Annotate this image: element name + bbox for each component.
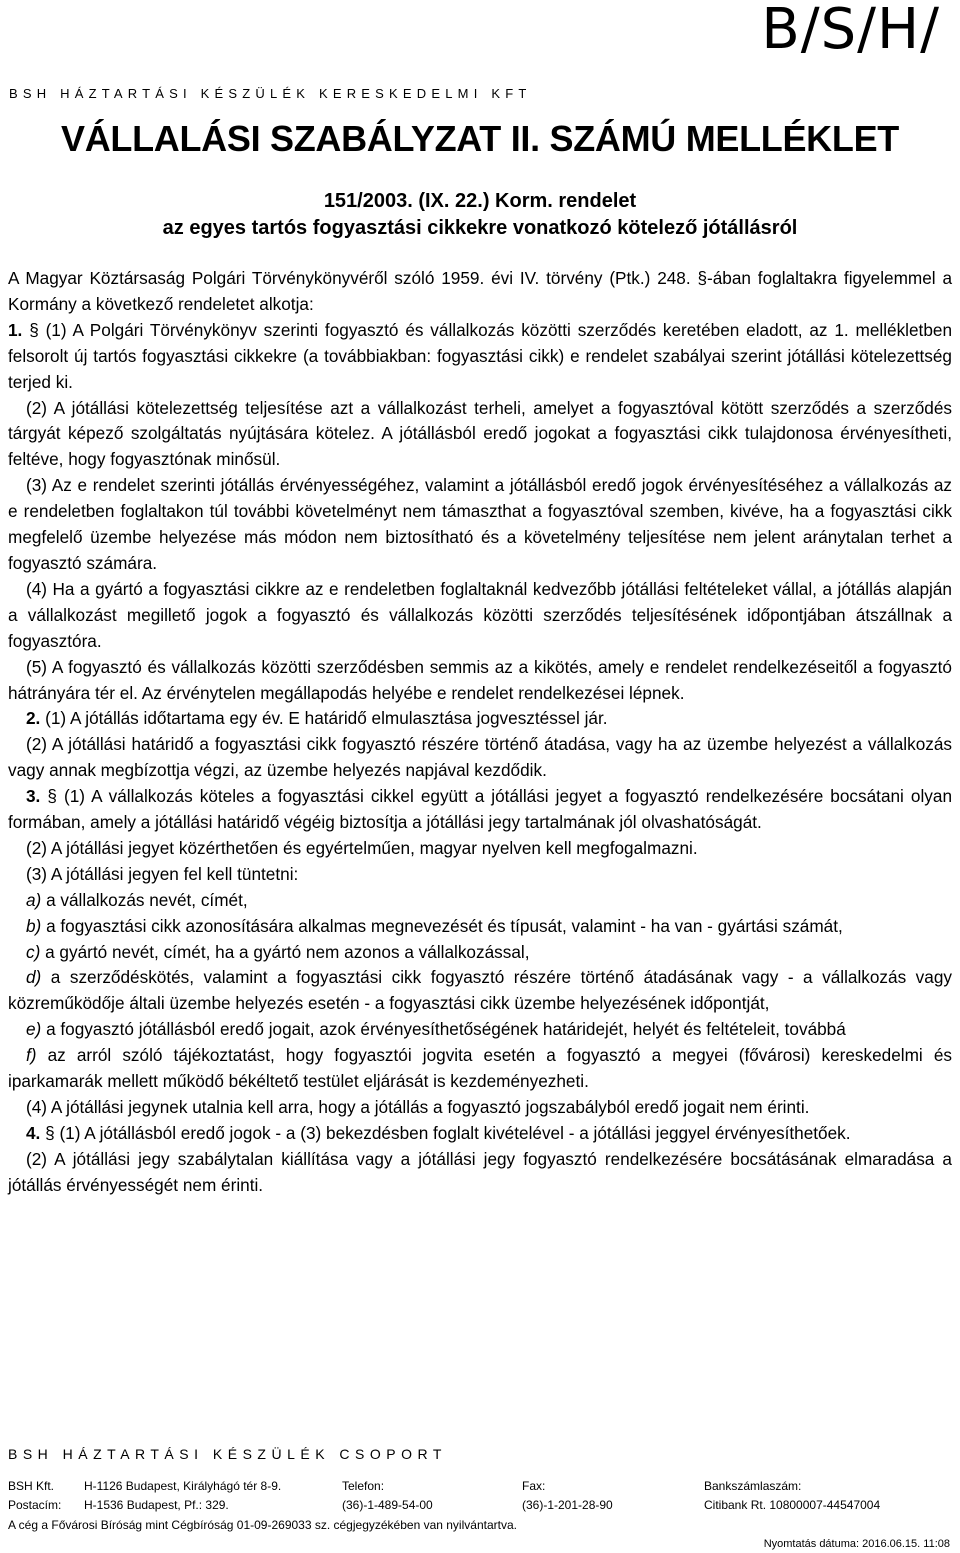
footer-fax-number: (36)-1-201-28-90 — [522, 1498, 613, 1512]
section-1-para-4: (4) Ha a gyártó a fogyasztási cikkre az e rendeletben foglaltaknál kedvezőbb jótállási feltételeket vállal, a jótállás alapján a vállalkozást megillető jogok a fogyasztó és vállalkozás közötti szerződés teljesítésének időpontjában átszállnak a fogyasztóra. — [8, 578, 952, 651]
section-1-para-1 — [8, 318, 952, 396]
footer-bank-account: Citibank Rt. 10800007-44547004 — [704, 1498, 881, 1512]
list-item-d — [8, 965, 952, 1017]
list-text: az arról szóló tájékoztatást, hogy fogyasztói jogvita esetén a fogyasztó a megyei (fővárosi) kereskedelmi és iparkamarák mellett működő békéltető testület eljárását is kezdeményezheti. — [8, 1045, 952, 1092]
section-2-para-1 — [8, 706, 952, 732]
company-name: BSH HÁZTARTÁSI KÉSZÜLÉK KERESKEDELMI KFT — [9, 86, 532, 101]
section-number: 1. — [8, 319, 23, 340]
list-marker: d) — [26, 967, 42, 988]
list-marker: a) — [26, 889, 42, 910]
section-2-para-2: (2) A jótállási határidő a fogyasztási cikk fogyasztó részére történő átadása, vagy ha az üzembe helyezést a vállalkozás vagy annak megbízottja végzi, az üzembe helyezés napjával kezdődik. — [8, 734, 952, 781]
list-marker: f) — [26, 1045, 37, 1066]
footer-registry: A cég a Fővárosi Bíróság mint Cégbíróság 01-09-269033 sz. cégjegyzékében van nyilvántartva. — [8, 1518, 517, 1532]
list-text: a vállalkozás nevét, címét, — [41, 889, 248, 910]
paragraph-text: § (1) A Polgári Törvénykönyv szerinti fogyasztó és vállalkozás közötti szerződés keretében eladott, az 1. mellékletben felsorolt új tartós fogyasztási cikkekre (a továbbiakban: fogyasztási cikk) e rendelet szabályai szerint jótállási kötelezettség terjed ki. — [8, 319, 953, 392]
footer-group-name: BSH HÁZTARTÁSI KÉSZÜLÉK CSOPORT — [8, 1446, 447, 1462]
list-item-f — [8, 1043, 952, 1095]
decree-subject: az egyes tartós fogyasztási cikkekre vonatkozó kötelező jótállásról — [162, 217, 798, 239]
list-text: a fogyasztó jótállásból eredő jogait, azok érvényesíthetőségének határidejét, helyét és feltételeit, továbbá — [41, 1019, 846, 1040]
bsh-logo: B/S/H/ — [761, 0, 940, 62]
decree-number: 151/2003. (IX. 22.) Korm. rendelet — [323, 190, 637, 212]
footer-company-label: BSH Kft. — [8, 1479, 55, 1493]
section-4-para-1 — [8, 1121, 952, 1147]
print-date: Nyomtatás dátuma: 2016.06.15. 11:08 — [763, 1538, 950, 1550]
list-marker: e) — [26, 1019, 42, 1040]
footer-postal-address: H-1536 Budapest, Pf.: 329. — [84, 1498, 229, 1512]
section-1-para-5: (5) A fogyasztó és vállalkozás közötti szerződésben semmis az a kikötés, amely e rendelet rendelkezéseitől a fogyasztó hátrányára tér el. Az érvénytelen megállapodás helyébe e rendelet rendelkezései lépnek. — [8, 656, 952, 703]
section-3-para-2: (2) A jótállási jegyet közérthetően és egyértelműen, magyar nyelven kell megfogalmazni. — [26, 837, 698, 858]
section-1-para-2: (2) A jótállási kötelezettség teljesítése azt a vállalkozást terheli, amelyet a fogyasztóval kötött szerződés a szerződés tárgyát képező szolgáltatás nyújtására kötelez. A jótállásból eredő jogokat a fogyasztási cikk tulajdonosa érvényesítheti, feltéve, hogy fogyasztónak minősül. — [8, 397, 952, 470]
footer-phone-number: (36)-1-489-54-00 — [342, 1498, 433, 1512]
section-number: 2. — [26, 708, 41, 729]
section-number: 3. — [26, 786, 41, 807]
paragraph-text: (1) A jótállás időtartama egy év. E határidő elmulasztása jogvesztéssel jár. — [45, 708, 608, 729]
document-body — [8, 266, 952, 1199]
paragraph-text: § (1) A vállalkozás köteles a fogyasztási cikkel együtt a jótállási jegyet a fogyasztó rendelkezésére bocsátani olyan formában, amely a jótállási határidő végéig biztosítja a jótállási jegy tartalmának jól olvashatóságát. — [8, 786, 952, 833]
list-item-a — [8, 888, 952, 914]
list-marker: b) — [26, 915, 42, 936]
list-text: a szerződéskötés, valamint a fogyasztási cikk fogyasztó részére történő átadásának vagy - a vállalkozás vagy közreműködője általi üzembe helyezés esetén - a fogyasztási cikk üzembe helyezésének időpontját, — [8, 967, 952, 1014]
document-title: VÁLLALÁSI SZABÁLYZAT II. SZÁMÚ MELLÉKLET — [61, 118, 899, 159]
footer-phone-label: Telefon: — [342, 1479, 385, 1493]
footer-bank-label: Bankszámlaszám: — [704, 1479, 802, 1493]
footer-postal-label: Postacím: — [8, 1498, 62, 1512]
list-item-b — [8, 914, 952, 940]
list-text: a fogyasztási cikk azonosítására alkalmas megnevezését és típusát, valamint - ha van - gyártási számát, — [41, 915, 843, 936]
list-item-c — [8, 940, 952, 966]
list-item-e — [8, 1017, 952, 1043]
list-text: a gyártó nevét, címét, ha a gyártó nem azonos a vállalkozással, — [40, 941, 530, 962]
section-4-para-2: (2) A jótállási jegy szabálytalan kiállítása vagy a jótállási jegy fogyasztó rendelkezésére bocsátásának elmaradása a jótállás érvényességét nem érinti. — [8, 1148, 952, 1195]
intro-paragraph: A Magyar Köztársaság Polgári Törvénykönyvéről szóló 1959. évi IV. törvény (Ptk.) 248. §-ában foglaltakra figyelemmel a Kormány a következő rendeletet alkotja: — [8, 268, 952, 314]
section-1-para-3: (3) Az e rendelet szerinti jótállás érvényességéhez, valamint a jótállásból eredő jogok érvényesítéséhez a vállalkozás az e rendeletben foglaltakon túl további követelményt nem támaszthat a fogyasztóval szemben, kivéve, ha a fogyasztási cikk megfelelő üzembe helyezése más módon nem biztosítható és a követelmény teljesítése nem jelent aránytalan terhet a fogyasztó számára. — [8, 475, 952, 573]
footer-fax-label: Fax: — [522, 1479, 546, 1493]
paragraph-text: § (1) A jótállásból eredő jogok - a (3) bekezdésben foglalt kivételével - a jótállási jeggyel érvényesíthetőek. — [45, 1122, 851, 1143]
section-3-para-3: (3) A jótállási jegyen fel kell tüntetni: — [26, 863, 299, 884]
section-3-para-1 — [8, 784, 952, 836]
list-marker: c) — [26, 941, 41, 962]
footer-address: H-1126 Budapest, Királyhágó tér 8-9. — [84, 1479, 282, 1493]
section-3-para-4: (4) A jótállási jegynek utalnia kell arra, hogy a jótállás a fogyasztó jogszabályból eredő jogait nem érinti. — [26, 1097, 810, 1117]
section-number: 4. — [26, 1122, 41, 1143]
